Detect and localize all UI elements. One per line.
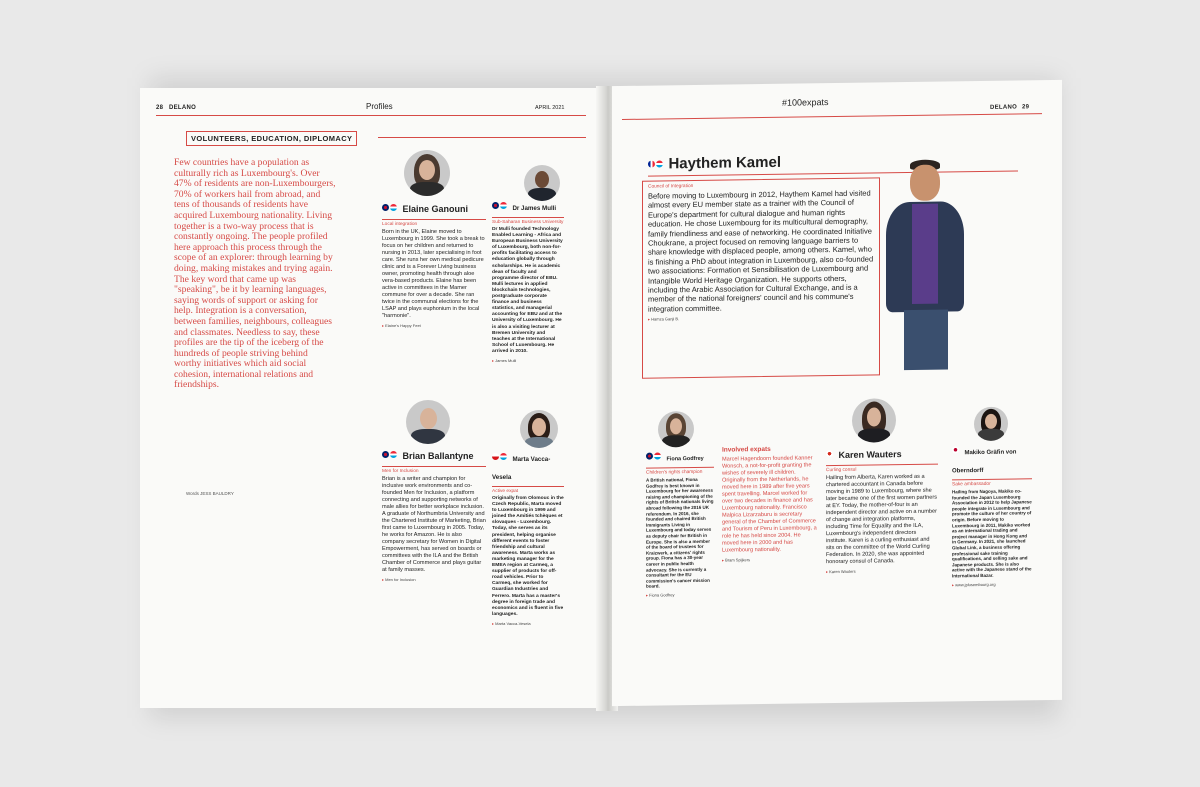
japan-flag-icon <box>952 447 959 454</box>
brian-ballantyne-photo <box>406 400 450 444</box>
makiko-photo <box>974 407 1008 441</box>
photo-caption: ▸ Marta Vacca-Vesela <box>492 620 531 626</box>
page-number-left: 28 <box>156 105 164 111</box>
issue-date: APRIL 2021 <box>535 105 565 111</box>
profile-name-row <box>492 448 564 484</box>
featured-role: Council of Integration <box>648 184 694 190</box>
masthead-right: DELANO <box>990 104 1018 111</box>
name-rule <box>826 464 938 467</box>
words-credit: Words JESS BAULDRY <box>186 491 234 496</box>
canada-flag-icon <box>826 450 833 457</box>
name-rule <box>382 466 486 467</box>
uk-flag-icon <box>646 453 653 460</box>
profile-role: Sake ambassador <box>952 481 991 488</box>
profile-role: Active expat <box>492 489 519 494</box>
name-rule <box>952 478 1032 480</box>
luxembourg-flag-icon <box>500 453 507 460</box>
luxembourg-flag-icon <box>390 204 397 211</box>
section-title: Profiles <box>366 102 393 111</box>
profile-name: Brian Ballantyne <box>402 451 474 461</box>
header-rule <box>156 115 586 116</box>
profile-makiko <box>952 440 1032 587</box>
luxembourg-flag-icon <box>654 453 661 460</box>
photo-caption: ▸ Elaine's Happy Feet <box>382 323 421 328</box>
name-rule <box>492 217 564 218</box>
profile-name-row <box>492 197 564 215</box>
haythem-kamel-photo <box>874 159 974 370</box>
profile-name-row <box>382 199 486 217</box>
right-page <box>612 80 1062 706</box>
profile-role: Men for Inclusion <box>382 469 419 474</box>
james-mulli-photo <box>524 165 560 201</box>
profile-name-row <box>382 446 486 464</box>
uk-flag-icon <box>382 451 389 458</box>
marta-vacca-vesela-photo <box>520 410 558 448</box>
left-page <box>140 88 602 708</box>
profile-name-row <box>952 440 1032 477</box>
name-rule <box>492 486 564 487</box>
profile-text: Marcel Hagendoorn founded Kanner Wonsch, a not-for-profit granting the wishes of severely ill children. Originally from the Netherlands, he moved here in 1989 after five years spent travelling. Marcel worked for over two decades in finance and has Luxembourg nationality. Francisco Malpica Lizarzaburu is secretary general of the Chamber of Commerce and Tourism of Peru in Luxembourg, a role he has held since 2004. He moved here in 2000 and has Luxembourg nationality. <box>722 455 817 554</box>
featured-name-row <box>648 154 781 174</box>
photo-caption: ▸ Bram Spijkers <box>722 557 751 563</box>
profile-text: A British national, Fiona Godfrey is best known in Luxembourg for her awareness raising and championing of the rights of British nationals living abroad following the 2016 UK referendum. In 2016, she founded and chaired British Immigrants Living in Luxembourg and today serves as deputy chair for British in Europe. She is also a member of the board of trustees for Kraizwerk, a citizens' rights group. Fiona has a 30-year career in public health advocacy. She is currently a consultant for the EU commission's cancer mission board. <box>646 476 714 589</box>
photo-caption: ▸ Karen Wauters <box>826 568 856 575</box>
profile-name: Makiko Gräfin von Oberndorff <box>952 449 1017 475</box>
profile-fiona-godfrey <box>646 447 714 598</box>
intro-text: Few countries have a population as culturally rich as Luxembourg's. Over 47% of residents are non-Luxembourgers, 70% of workers hail from abroad, and tens of thousands of residents have acquired Luxembourg nationality. Living together is a two-way process that is constantly ongoing. The people profiled here approach this process through the scope of an explorer: through learning by doing, making mistakes and trying again. The key word that came up was "speaking", be it by learning languages, saying words of support or asking for help. Integration is a conversation, between families, neighbours, colleagues and classmates. Needless to say, these profiles are the tip of the iceberg of the hundreds of people striving behind worthy initiatives which aid social cohesion, international relations and friendships. <box>174 157 336 391</box>
section-label: VOLUNTEERS, EDUCATION, DIPLOMACY <box>186 131 357 146</box>
profile-role: Sub-Saharan Business University <box>492 220 564 225</box>
karen-wauters-photo <box>852 398 896 443</box>
profile-name-row <box>826 444 938 464</box>
profile-name-row <box>646 447 714 466</box>
profile-role: Local integration <box>382 222 418 227</box>
name-rule <box>646 467 714 469</box>
profile-text: Brian is a writer and champion for inclusive work environments and co-founded Men for Inclusion, a platform connecting and supporting networks of male allies for better workplace inclusion. A graduate of Northumbria University and the Chartered Institute of Marketing, Brian first came to Luxembourg in 2005. Today, he works for Amazon. He is also company secretary for Women in Digital Empowerment, has served on boards or committees with the ILA and the British Chamber of Commerce and plays guitar at family masses. <box>382 476 486 573</box>
profile-role: Curling consul <box>826 467 857 474</box>
featured-text: Before moving to Luxembourg in 2012, Haythem Kamel had visited almost every EU member state as a trainer with the Council of Europe's department for cultural dialogue and human rights education. He chose Luxembourg for its multicultural demography, family friendliness and ease of networking. He coordinated Initiative Choukrane, a project focused on removing language barriers to share knowledge with displaced people, among others. Kamel, who is finishing a PhD about integration in Luxembourg, also co-founded two associations: Formation et Sensibilisation de Luxembourg and Intangible World Heritage Organization. He supports others, including the Arabic Association for Cultural Exchange, and is a member of the national foreigners' council and his commune's integration committee. <box>648 188 874 314</box>
name-rule <box>382 219 486 220</box>
section-title-right: #100expats <box>782 97 829 108</box>
uk-flag-icon <box>382 204 389 211</box>
czech-flag-icon <box>492 453 499 460</box>
section-rule <box>378 137 586 138</box>
profile-marta-vacca-vesela <box>492 448 564 626</box>
profile-brian-ballantyne <box>382 446 486 582</box>
luxembourg-flag-icon <box>500 202 507 209</box>
profile-name: Involved expats <box>722 445 771 454</box>
profile-karen-wauters <box>826 444 938 575</box>
photo-caption: ▸ James Mulli <box>492 357 517 363</box>
masthead-left: DELANO <box>169 105 197 111</box>
profile-name: Marta Vacca-Vesela <box>492 456 551 481</box>
page-number-right: 29 <box>1022 104 1030 111</box>
header-rule-right <box>622 113 1042 120</box>
fiona-godfrey-photo <box>658 411 694 448</box>
photo-caption: ▸ Men for Inclusion <box>382 577 416 582</box>
profile-name: Karen Wauters <box>838 449 902 460</box>
profile-james-mulli <box>492 197 564 363</box>
featured-name: Haythem Kamel <box>668 153 781 173</box>
featured-caption: ▸ Hamza Ganji B. <box>648 316 680 322</box>
profile-text: Hailing from Alberta, Karen worked as a chartered accountant in Canada before moving in 1989 to Luxembourg, where she later became one of the first women partners at EY. Today, the mother-of-four is an independent director and active on a number of change and integration platforms, including Time for Equality and the ILA, Luxembourg's independent directors institute. Karen is a curling enthusiast and sits on the committee of the World Curling Federation. In 2020, she was appointed honorary consul of Canada. <box>826 473 938 566</box>
profile-text: Originally from Olomouc in the Czech Republic, Marta moved to Luxembourg in 1999 and joined the Amitiés tchèques et slovaques - Luxembourg. Today, she serves as its president, helping organise different events to foster friendship and cultural awareness. Marta works as marketing manager for the EMEA region at Carmeq, a supplier of products for off-road vehicles. Prior to Carmeq, she worked for Guardian Industries and Ferrero. Marta has a master's degree in foreign trade and economics and is fluent in five languages. <box>492 496 564 617</box>
luxembourg-flag-icon <box>656 161 663 168</box>
profile-involved-expats <box>722 445 818 562</box>
photo-caption: ▸ Fiona Godfrey <box>646 592 675 598</box>
featured-profile <box>648 179 874 321</box>
profile-elaine-ganouni <box>382 199 486 328</box>
uk-flag-icon <box>492 202 499 209</box>
profile-text: Dr Mulli founded Technology Enabled Learning - Africa and European Business University of Luxembourg, both non-for-profits facilitating access to education globally through scholarships. He is academic dean of faculty and programme director of EBU. Mulli lectures in applied blockchain technologies, postgraduate corporate finance and business statistics, and managerial accounting for EBU and at the University of Luxembourg. He is also a visiting lecturer at Bremen University and teaches at the International School of Luxembourg. He arrived in 2010. <box>492 227 563 354</box>
photo-caption: ▸ www.jplusembourg.org <box>952 581 996 587</box>
luxembourg-flag-icon <box>390 451 397 458</box>
profile-name: Dr James Mulli <box>512 205 557 212</box>
elaine-ganouni-photo <box>404 150 450 196</box>
profile-name: Fiona Godfrey <box>666 455 704 463</box>
profile-text: Born in the UK, Elaine moved to Luxembourg in 1999. She took a break to focus on her children and returned to nursing in 2013, later specialising in foot care. She runs her own medical pedicure clinic and is a Forever Living business owner, promoting health through aloe vera-based products. Elaine has been active in committees in the Mamer commune for over a decade. She ran twice in the communal elections for the LSAP and plays euphonium in the local "harmonie". <box>382 229 485 319</box>
profile-name: Elaine Ganouni <box>402 204 468 214</box>
profile-text: Hailing from Nagoya, Makiko co-founded the Japan Luxembourg Association in 2012 to help Japanese people integrate in Luxembourg and promote the culture of her country of origin. Before moving to Luxembourg in 2011, Makiko worked as an international trading and project manager in Hong Kong and in Germany. In 2021, she launched Global Link, a business offering professional sake training qualifications, and selling sake and Japanese products. She is also active with the Japanese stand of the International Bazar. <box>952 488 1032 579</box>
egypt-flag-icon <box>648 161 655 168</box>
profile-role: Children's rights champion <box>646 469 703 476</box>
